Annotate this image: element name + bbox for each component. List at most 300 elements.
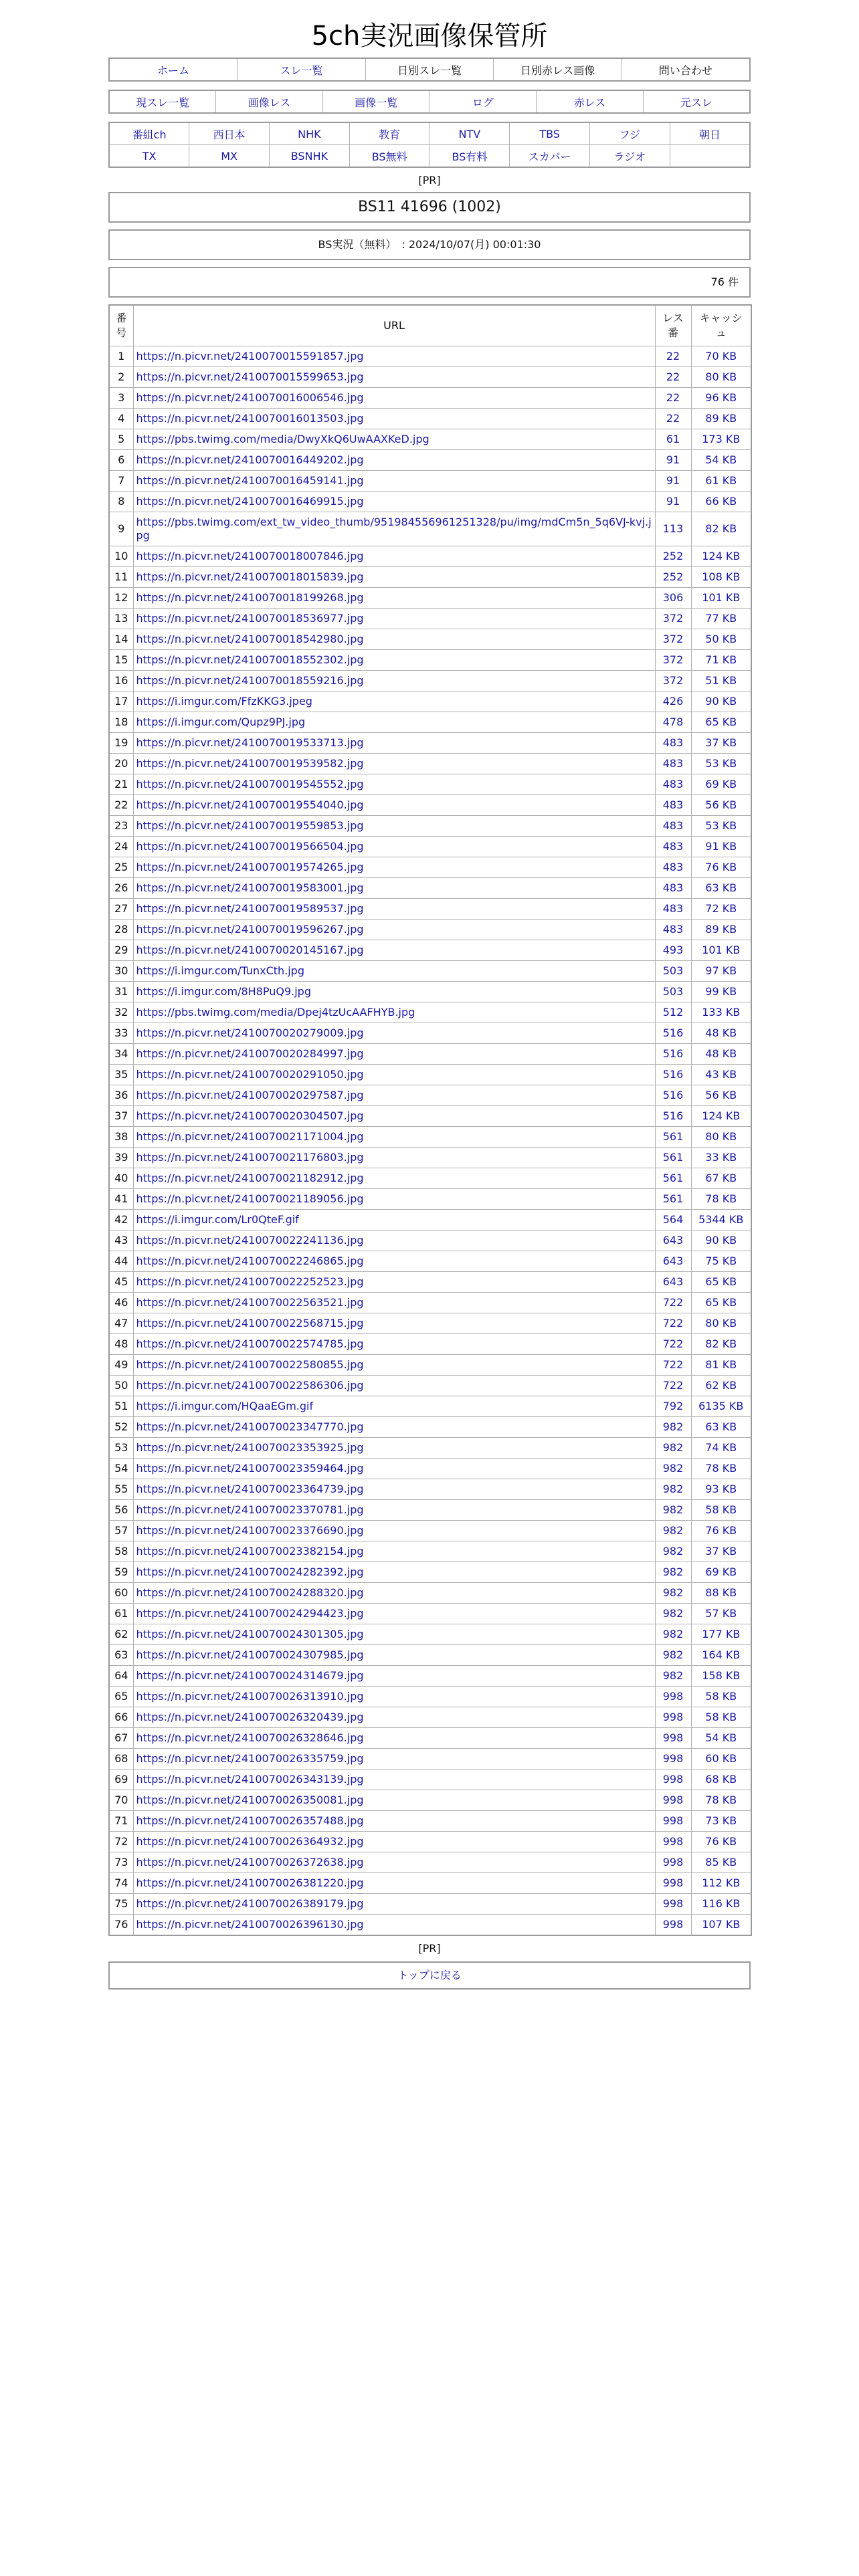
- image-url-link[interactable]: https://n.picvr.net/2410070018552302.jpg: [133, 650, 655, 671]
- res-number-link[interactable]: 372: [655, 650, 691, 671]
- res-number-link[interactable]: 982: [655, 1479, 691, 1500]
- image-url-link[interactable]: https://n.picvr.net/2410070016449202.jpg: [133, 450, 655, 471]
- cache-size-link[interactable]: 61 KB: [691, 471, 751, 492]
- nav-item-4[interactable]: 問い合わせ: [622, 58, 750, 81]
- cache-size-link[interactable]: 54 KB: [691, 450, 751, 471]
- cache-size-link[interactable]: 77 KB: [691, 609, 751, 629]
- image-url-link[interactable]: https://n.picvr.net/2410070020297587.jpg: [133, 1085, 655, 1106]
- table-row: [109, 1023, 751, 1044]
- table-row: [109, 1604, 751, 1624]
- cache-size-link[interactable]: 80 KB: [691, 367, 751, 388]
- image-url-link[interactable]: https://n.picvr.net/2410070021171004.jpg: [133, 1127, 655, 1148]
- row-number: 32: [109, 1002, 133, 1023]
- channel-item-BS有料[interactable]: BS有料: [430, 145, 510, 168]
- cache-size-link[interactable]: 75 KB: [691, 1251, 751, 1272]
- channel-item-朝日[interactable]: 朝日: [670, 122, 750, 145]
- image-url-link[interactable]: https://n.picvr.net/2410070016459141.jpg: [133, 471, 655, 492]
- cache-size-link[interactable]: 158 KB: [691, 1666, 751, 1687]
- cache-size-link[interactable]: 71 KB: [691, 650, 751, 671]
- nav-item-0[interactable]: ホーム: [109, 58, 237, 81]
- image-url-link[interactable]: https://n.picvr.net/2410070026372638.jpg: [133, 1852, 655, 1873]
- cache-size-link[interactable]: 90 KB: [691, 691, 751, 712]
- res-number-link[interactable]: 22: [655, 367, 691, 388]
- cache-size-link[interactable]: 76 KB: [691, 1521, 751, 1541]
- table-row: [109, 471, 751, 492]
- nav-item-3[interactable]: 日別赤レス画像: [494, 58, 622, 81]
- cache-size-link[interactable]: 108 KB: [691, 567, 751, 588]
- res-number-link[interactable]: 483: [655, 774, 691, 795]
- channel-item-フジ[interactable]: フジ: [590, 122, 670, 145]
- channel-item-教育[interactable]: 教育: [349, 122, 430, 145]
- row-number: 39: [109, 1148, 133, 1168]
- image-url-link[interactable]: https://n.picvr.net/2410070019554040.jpg: [133, 795, 655, 816]
- cache-size-link[interactable]: 177 KB: [691, 1624, 751, 1645]
- image-url-link[interactable]: https://n.picvr.net/2410070026396130.jpg: [133, 1915, 655, 1936]
- header-url: URL: [133, 305, 655, 346]
- cache-size-link[interactable]: 37 KB: [691, 1541, 751, 1562]
- channel-item-西日本[interactable]: 西日本: [189, 122, 270, 145]
- row-number: 65: [109, 1687, 133, 1707]
- table-row: [109, 754, 751, 774]
- cache-size-link[interactable]: 53 KB: [691, 754, 751, 774]
- row-number: 1: [109, 346, 133, 367]
- image-url-link[interactable]: https://n.picvr.net/2410070021189056.jpg: [133, 1189, 655, 1210]
- cache-size-link[interactable]: 58 KB: [691, 1500, 751, 1521]
- image-url-link[interactable]: https://i.imgur.com/8H8PuQ9.jpg: [133, 982, 655, 1002]
- back-to-top-link[interactable]: トップに戻る: [108, 1961, 751, 1990]
- res-number-link[interactable]: 643: [655, 1230, 691, 1251]
- res-number-link[interactable]: 564: [655, 1210, 691, 1230]
- row-number: 76: [109, 1915, 133, 1936]
- res-number-link[interactable]: 483: [655, 920, 691, 940]
- res-number-link[interactable]: 252: [655, 546, 691, 567]
- image-url-link[interactable]: https://n.picvr.net/2410070018536977.jpg: [133, 609, 655, 629]
- cache-size-link[interactable]: 89 KB: [691, 920, 751, 940]
- cache-size-link[interactable]: 99 KB: [691, 982, 751, 1002]
- cache-size-link[interactable]: 67 KB: [691, 1168, 751, 1189]
- image-url-link[interactable]: https://n.picvr.net/2410070019545552.jpg: [133, 774, 655, 795]
- res-number-link[interactable]: 252: [655, 567, 691, 588]
- res-number-link[interactable]: 91: [655, 471, 691, 492]
- res-number-link[interactable]: 998: [655, 1707, 691, 1728]
- res-number-link[interactable]: 22: [655, 388, 691, 409]
- cache-size-link[interactable]: 73 KB: [691, 1811, 751, 1832]
- res-number-link[interactable]: 982: [655, 1541, 691, 1562]
- res-number-link[interactable]: 643: [655, 1251, 691, 1272]
- cache-size-link[interactable]: 76 KB: [691, 1832, 751, 1852]
- cache-size-link[interactable]: 69 KB: [691, 774, 751, 795]
- cache-size-link[interactable]: 5344 KB: [691, 1210, 751, 1230]
- res-number-link[interactable]: 483: [655, 754, 691, 774]
- cache-size-link[interactable]: 63 KB: [691, 1417, 751, 1438]
- res-number-link[interactable]: 516: [655, 1044, 691, 1065]
- cache-size-link[interactable]: 91 KB: [691, 837, 751, 857]
- cache-size-link[interactable]: 54 KB: [691, 1728, 751, 1749]
- res-number-link[interactable]: 561: [655, 1127, 691, 1148]
- res-number-link[interactable]: 998: [655, 1790, 691, 1811]
- image-url-link[interactable]: https://n.picvr.net/2410070026313910.jpg: [133, 1687, 655, 1707]
- res-number-link[interactable]: 792: [655, 1396, 691, 1417]
- cache-size-link[interactable]: 65 KB: [691, 712, 751, 733]
- res-number-link[interactable]: 982: [655, 1459, 691, 1479]
- res-number-link[interactable]: 483: [655, 899, 691, 920]
- table-row: [109, 388, 751, 409]
- cache-size-link[interactable]: 85 KB: [691, 1852, 751, 1873]
- cache-size-link[interactable]: 60 KB: [691, 1749, 751, 1769]
- channel-item-NHK[interactable]: NHK: [270, 122, 350, 145]
- cache-size-link[interactable]: 51 KB: [691, 671, 751, 691]
- cache-size-link[interactable]: 70 KB: [691, 346, 751, 367]
- cache-size-link[interactable]: 62 KB: [691, 1376, 751, 1396]
- channel-item-TBS[interactable]: TBS: [510, 122, 590, 145]
- cache-size-link[interactable]: 78 KB: [691, 1790, 751, 1811]
- table-row: [109, 795, 751, 816]
- cache-size-link[interactable]: 116 KB: [691, 1894, 751, 1915]
- cache-size-link[interactable]: 37 KB: [691, 733, 751, 754]
- res-number-link[interactable]: 483: [655, 733, 691, 754]
- table-row: [109, 1148, 751, 1168]
- table-row: [109, 1044, 751, 1065]
- cache-size-link[interactable]: 53 KB: [691, 816, 751, 837]
- image-url-link[interactable]: https://n.picvr.net/2410070023370781.jpg: [133, 1500, 655, 1521]
- image-url-link[interactable]: https://n.picvr.net/2410070019533713.jpg: [133, 733, 655, 754]
- res-number-link[interactable]: 982: [655, 1583, 691, 1604]
- channel-item-ラジオ[interactable]: ラジオ: [590, 145, 670, 168]
- res-number-link[interactable]: 998: [655, 1832, 691, 1852]
- nav-item-2[interactable]: 日別スレ一覧: [365, 58, 494, 81]
- image-url-link[interactable]: https://n.picvr.net/2410070020291050.jpg: [133, 1065, 655, 1085]
- cache-size-link[interactable]: 80 KB: [691, 1313, 751, 1334]
- subnav-item-3[interactable]: ログ: [430, 90, 537, 113]
- subnav-item-1[interactable]: 画像レス: [216, 90, 323, 113]
- cache-size-link[interactable]: 48 KB: [691, 1023, 751, 1044]
- res-number-link[interactable]: 982: [655, 1645, 691, 1666]
- image-url-link[interactable]: https://n.picvr.net/2410070019583001.jpg: [133, 878, 655, 899]
- image-url-link[interactable]: https://pbs.twimg.com/media/Dpej4tzUcAAFHYB.jpg: [133, 1002, 655, 1023]
- res-number-link[interactable]: 561: [655, 1168, 691, 1189]
- row-number: 22: [109, 795, 133, 816]
- channel-item-MX[interactable]: MX: [189, 145, 270, 168]
- image-url-link[interactable]: https://i.imgur.com/HQaaEGm.gif: [133, 1396, 655, 1417]
- image-url-link[interactable]: https://n.picvr.net/2410070024301305.jpg: [133, 1624, 655, 1645]
- cache-size-link[interactable]: 80 KB: [691, 1127, 751, 1148]
- res-number-link[interactable]: 722: [655, 1334, 691, 1355]
- res-number-link[interactable]: 516: [655, 1085, 691, 1106]
- subnav-item-0[interactable]: 現スレ一覧: [109, 90, 216, 113]
- image-url-link[interactable]: https://n.picvr.net/2410070021182912.jpg: [133, 1168, 655, 1189]
- res-number-link[interactable]: 998: [655, 1894, 691, 1915]
- res-number-link[interactable]: 982: [655, 1666, 691, 1687]
- table-row: [109, 1624, 751, 1645]
- image-url-link[interactable]: https://n.picvr.net/2410070020279009.jpg: [133, 1023, 655, 1044]
- res-number-link[interactable]: 478: [655, 712, 691, 733]
- subnav-item-2[interactable]: 画像一覧: [322, 90, 430, 113]
- cache-size-link[interactable]: 56 KB: [691, 1085, 751, 1106]
- image-url-link[interactable]: https://n.picvr.net/2410070022252523.jpg: [133, 1272, 655, 1293]
- res-number-link[interactable]: 426: [655, 691, 691, 712]
- cache-size-link[interactable]: 93 KB: [691, 1479, 751, 1500]
- subnav-item-4[interactable]: 赤レス: [537, 90, 644, 113]
- channel-item-NTV[interactable]: NTV: [430, 122, 510, 145]
- cache-size-link[interactable]: 164 KB: [691, 1645, 751, 1666]
- image-url-link[interactable]: https://pbs.twimg.com/ext_tw_video_thumb/951984556961251328/pu/img/mdCm5n_5q6VJ-kvj.jpg: [133, 512, 655, 546]
- row-number: 72: [109, 1832, 133, 1852]
- table-row: [109, 1832, 751, 1852]
- res-number-link[interactable]: 483: [655, 816, 691, 837]
- image-url-link[interactable]: https://n.picvr.net/2410070016006546.jpg: [133, 388, 655, 409]
- channel-item-TX[interactable]: TX: [109, 145, 189, 168]
- table-row: [109, 429, 751, 450]
- cache-size-link[interactable]: 72 KB: [691, 899, 751, 920]
- image-url-link[interactable]: https://n.picvr.net/2410070019596267.jpg: [133, 920, 655, 940]
- image-url-link[interactable]: https://n.picvr.net/2410070026343139.jpg: [133, 1769, 655, 1790]
- image-url-link[interactable]: https://n.picvr.net/2410070022580855.jpg: [133, 1355, 655, 1376]
- res-number-link[interactable]: 91: [655, 492, 691, 512]
- nav-item-1[interactable]: スレ一覧: [237, 58, 366, 81]
- image-url-link[interactable]: https://n.picvr.net/2410070026320439.jpg: [133, 1707, 655, 1728]
- cache-size-link[interactable]: 50 KB: [691, 629, 751, 650]
- cache-size-link[interactable]: 88 KB: [691, 1583, 751, 1604]
- image-url-link[interactable]: https://n.picvr.net/2410070022563521.jpg: [133, 1293, 655, 1313]
- image-url-link[interactable]: https://n.picvr.net/2410070018559216.jpg: [133, 671, 655, 691]
- image-url-link[interactable]: https://i.imgur.com/Lr0QteF.gif: [133, 1210, 655, 1230]
- image-url-link[interactable]: https://n.picvr.net/2410070026350081.jpg: [133, 1790, 655, 1811]
- cache-size-link[interactable]: 58 KB: [691, 1707, 751, 1728]
- cache-size-link[interactable]: 58 KB: [691, 1687, 751, 1707]
- cache-size-link[interactable]: 133 KB: [691, 1002, 751, 1023]
- res-number-link[interactable]: 22: [655, 346, 691, 367]
- cache-size-link[interactable]: 90 KB: [691, 1230, 751, 1251]
- res-number-link[interactable]: 372: [655, 629, 691, 650]
- image-url-link[interactable]: https://n.picvr.net/2410070015599653.jpg: [133, 367, 655, 388]
- table-row: [109, 1500, 751, 1521]
- cache-size-link[interactable]: 65 KB: [691, 1293, 751, 1313]
- table-row: [109, 1376, 751, 1396]
- res-number-link[interactable]: 998: [655, 1811, 691, 1832]
- image-url-link[interactable]: https://n.picvr.net/2410070018007846.jpg: [133, 546, 655, 567]
- channel-item-番組ch[interactable]: 番組ch: [109, 122, 189, 145]
- image-url-link[interactable]: https://n.picvr.net/2410070026389179.jpg: [133, 1894, 655, 1915]
- cache-size-link[interactable]: 82 KB: [691, 512, 751, 546]
- res-number-link[interactable]: 516: [655, 1106, 691, 1127]
- image-url-link[interactable]: https://n.picvr.net/2410070019566504.jpg: [133, 837, 655, 857]
- res-number-link[interactable]: 483: [655, 795, 691, 816]
- image-url-link[interactable]: https://n.picvr.net/2410070024282392.jpg: [133, 1562, 655, 1583]
- subnav-item-5[interactable]: 元スレ: [643, 90, 750, 113]
- res-number-link[interactable]: 113: [655, 512, 691, 546]
- cache-size-link[interactable]: 96 KB: [691, 388, 751, 409]
- channel-nav: [108, 122, 751, 168]
- res-number-link[interactable]: 372: [655, 671, 691, 691]
- cache-size-link[interactable]: 124 KB: [691, 546, 751, 567]
- image-url-link[interactable]: https://n.picvr.net/2410070015591857.jpg: [133, 346, 655, 367]
- res-number-link[interactable]: 722: [655, 1293, 691, 1313]
- cache-size-link[interactable]: 43 KB: [691, 1065, 751, 1085]
- image-url-link[interactable]: https://i.imgur.com/TunxCth.jpg: [133, 961, 655, 982]
- res-number-link[interactable]: 722: [655, 1313, 691, 1334]
- cache-size-link[interactable]: 69 KB: [691, 1562, 751, 1583]
- image-url-link[interactable]: https://n.picvr.net/2410070022246865.jpg: [133, 1251, 655, 1272]
- res-number-link[interactable]: 61: [655, 429, 691, 450]
- res-number-link[interactable]: 643: [655, 1272, 691, 1293]
- image-url-link[interactable]: https://n.picvr.net/2410070019539582.jpg: [133, 754, 655, 774]
- site-title[interactable]: 5ch実況画像保管所: [311, 21, 548, 51]
- res-number-link[interactable]: 483: [655, 857, 691, 878]
- channel-item-スカパー[interactable]: スカパー: [510, 145, 590, 168]
- res-number-link[interactable]: 722: [655, 1376, 691, 1396]
- res-number-link[interactable]: 998: [655, 1769, 691, 1790]
- row-number: 44: [109, 1251, 133, 1272]
- image-url-link[interactable]: https://n.picvr.net/2410070026357488.jpg: [133, 1811, 655, 1832]
- image-url-link[interactable]: https://n.picvr.net/2410070022586306.jpg: [133, 1376, 655, 1396]
- row-number: 30: [109, 961, 133, 982]
- res-number-link[interactable]: 483: [655, 878, 691, 899]
- cache-size-link[interactable]: 97 KB: [691, 961, 751, 982]
- image-url-link[interactable]: https://n.picvr.net/2410070020284997.jpg: [133, 1044, 655, 1065]
- cache-size-link[interactable]: 81 KB: [691, 1355, 751, 1376]
- res-number-link[interactable]: 998: [655, 1873, 691, 1894]
- cache-size-link[interactable]: 68 KB: [691, 1769, 751, 1790]
- image-url-link[interactable]: https://n.picvr.net/2410070024294423.jpg: [133, 1604, 655, 1624]
- image-url-link[interactable]: https://n.picvr.net/2410070020304507.jpg: [133, 1106, 655, 1127]
- res-number-link[interactable]: 516: [655, 1023, 691, 1044]
- image-url-link[interactable]: https://n.picvr.net/2410070019559853.jpg: [133, 816, 655, 837]
- row-number: 70: [109, 1790, 133, 1811]
- channel-item-BS無料[interactable]: BS無料: [349, 145, 430, 168]
- row-number: 62: [109, 1624, 133, 1645]
- row-number: 16: [109, 671, 133, 691]
- row-number: 33: [109, 1023, 133, 1044]
- image-url-link[interactable]: https://n.picvr.net/2410070023347770.jpg: [133, 1417, 655, 1438]
- cache-size-link[interactable]: 57 KB: [691, 1604, 751, 1624]
- image-url-link[interactable]: https://n.picvr.net/2410070018199268.jpg: [133, 588, 655, 609]
- cache-size-link[interactable]: 78 KB: [691, 1189, 751, 1210]
- table-row: [109, 1251, 751, 1272]
- image-url-link[interactable]: https://n.picvr.net/2410070023376690.jpg: [133, 1521, 655, 1541]
- res-number-link[interactable]: 22: [655, 409, 691, 429]
- res-number-link[interactable]: 512: [655, 1002, 691, 1023]
- res-number-link[interactable]: 561: [655, 1148, 691, 1168]
- cache-size-link[interactable]: 89 KB: [691, 409, 751, 429]
- res-number-link[interactable]: 372: [655, 609, 691, 629]
- image-url-link[interactable]: https://n.picvr.net/2410070024314679.jpg: [133, 1666, 655, 1687]
- res-number-link[interactable]: 503: [655, 961, 691, 982]
- image-url-link[interactable]: https://n.picvr.net/2410070026335759.jpg: [133, 1749, 655, 1769]
- row-number: 24: [109, 837, 133, 857]
- image-url-link[interactable]: https://n.picvr.net/2410070018542980.jpg: [133, 629, 655, 650]
- cache-size-link[interactable]: 56 KB: [691, 795, 751, 816]
- res-number-link[interactable]: 998: [655, 1749, 691, 1769]
- image-url-link[interactable]: https://i.imgur.com/FfzKKG3.jpeg: [133, 691, 655, 712]
- image-url-link[interactable]: https://pbs.twimg.com/media/DwyXkQ6UwAAXKeD.jpg: [133, 429, 655, 450]
- table-row: [109, 409, 751, 429]
- image-url-link[interactable]: https://n.picvr.net/2410070022568715.jpg: [133, 1313, 655, 1334]
- table-row: [109, 982, 751, 1002]
- image-url-link[interactable]: https://n.picvr.net/2410070020145167.jpg: [133, 940, 655, 961]
- row-number: 7: [109, 471, 133, 492]
- res-number-link[interactable]: 982: [655, 1438, 691, 1459]
- image-url-link[interactable]: https://n.picvr.net/2410070023359464.jpg: [133, 1459, 655, 1479]
- image-url-link[interactable]: https://n.picvr.net/2410070019574265.jpg: [133, 857, 655, 878]
- image-url-link[interactable]: https://n.picvr.net/2410070026364932.jpg: [133, 1832, 655, 1852]
- res-number-link[interactable]: 998: [655, 1915, 691, 1936]
- res-number-link[interactable]: 998: [655, 1852, 691, 1873]
- row-number: 23: [109, 816, 133, 837]
- cache-size-link[interactable]: 48 KB: [691, 1044, 751, 1065]
- image-url-link[interactable]: https://n.picvr.net/2410070023353925.jpg: [133, 1438, 655, 1459]
- res-number-link[interactable]: 982: [655, 1624, 691, 1645]
- table-row: [109, 816, 751, 837]
- image-url-link[interactable]: https://n.picvr.net/2410070019589537.jpg: [133, 899, 655, 920]
- cache-size-link[interactable]: 82 KB: [691, 1334, 751, 1355]
- image-url-link[interactable]: https://n.picvr.net/2410070023364739.jpg: [133, 1479, 655, 1500]
- cache-size-link[interactable]: 78 KB: [691, 1459, 751, 1479]
- res-number-link[interactable]: 561: [655, 1189, 691, 1210]
- row-number: 14: [109, 629, 133, 650]
- cache-size-link[interactable]: 6135 KB: [691, 1396, 751, 1417]
- res-number-link[interactable]: 503: [655, 982, 691, 1002]
- image-url-link[interactable]: https://n.picvr.net/2410070016469915.jpg: [133, 492, 655, 512]
- cache-size-link[interactable]: 107 KB: [691, 1915, 751, 1936]
- res-number-link[interactable]: 998: [655, 1728, 691, 1749]
- image-url-link[interactable]: https://n.picvr.net/2410070024288320.jpg: [133, 1583, 655, 1604]
- image-url-link[interactable]: https://n.picvr.net/2410070026381220.jpg: [133, 1873, 655, 1894]
- table-row: [109, 1313, 751, 1334]
- res-number-link[interactable]: 91: [655, 450, 691, 471]
- cache-size-link[interactable]: 112 KB: [691, 1873, 751, 1894]
- res-number-link[interactable]: 722: [655, 1355, 691, 1376]
- cache-size-link[interactable]: 173 KB: [691, 429, 751, 450]
- image-url-link[interactable]: https://n.picvr.net/2410070016013503.jpg: [133, 409, 655, 429]
- table-row: [109, 367, 751, 388]
- cache-size-link[interactable]: 74 KB: [691, 1438, 751, 1459]
- image-url-link[interactable]: https://n.picvr.net/2410070021176803.jpg: [133, 1148, 655, 1168]
- res-number-link[interactable]: 306: [655, 588, 691, 609]
- cache-size-link[interactable]: 33 KB: [691, 1148, 751, 1168]
- res-number-link[interactable]: 483: [655, 837, 691, 857]
- cache-size-link[interactable]: 124 KB: [691, 1106, 751, 1127]
- cache-size-link[interactable]: 101 KB: [691, 588, 751, 609]
- res-number-link[interactable]: 982: [655, 1500, 691, 1521]
- cache-size-link[interactable]: 76 KB: [691, 857, 751, 878]
- cache-size-link[interactable]: 65 KB: [691, 1272, 751, 1293]
- table-row: [109, 588, 751, 609]
- image-url-link[interactable]: https://n.picvr.net/2410070023382154.jpg: [133, 1541, 655, 1562]
- cache-size-link[interactable]: 101 KB: [691, 940, 751, 961]
- res-number-link[interactable]: 493: [655, 940, 691, 961]
- res-number-link[interactable]: 982: [655, 1562, 691, 1583]
- image-url-link[interactable]: https://n.picvr.net/2410070026328646.jpg: [133, 1728, 655, 1749]
- res-number-link[interactable]: 982: [655, 1604, 691, 1624]
- image-url-link[interactable]: https://n.picvr.net/2410070018015839.jpg: [133, 567, 655, 588]
- cache-size-link[interactable]: 63 KB: [691, 878, 751, 899]
- row-number: 8: [109, 492, 133, 512]
- image-url-link[interactable]: https://n.picvr.net/2410070022241136.jpg: [133, 1230, 655, 1251]
- image-url-link[interactable]: https://n.picvr.net/2410070022574785.jpg: [133, 1334, 655, 1355]
- res-number-link[interactable]: 982: [655, 1417, 691, 1438]
- res-number-link[interactable]: 982: [655, 1521, 691, 1541]
- table-row: [109, 609, 751, 629]
- res-number-link[interactable]: 516: [655, 1065, 691, 1085]
- channel-item-BSNHK[interactable]: BSNHK: [270, 145, 350, 168]
- res-number-link[interactable]: 998: [655, 1687, 691, 1707]
- row-number: 26: [109, 878, 133, 899]
- image-url-link[interactable]: https://n.picvr.net/2410070024307985.jpg: [133, 1645, 655, 1666]
- row-number: 29: [109, 940, 133, 961]
- image-url-link[interactable]: https://i.imgur.com/Qupz9PJ.jpg: [133, 712, 655, 733]
- table-row: [109, 492, 751, 512]
- cache-size-link[interactable]: 66 KB: [691, 492, 751, 512]
